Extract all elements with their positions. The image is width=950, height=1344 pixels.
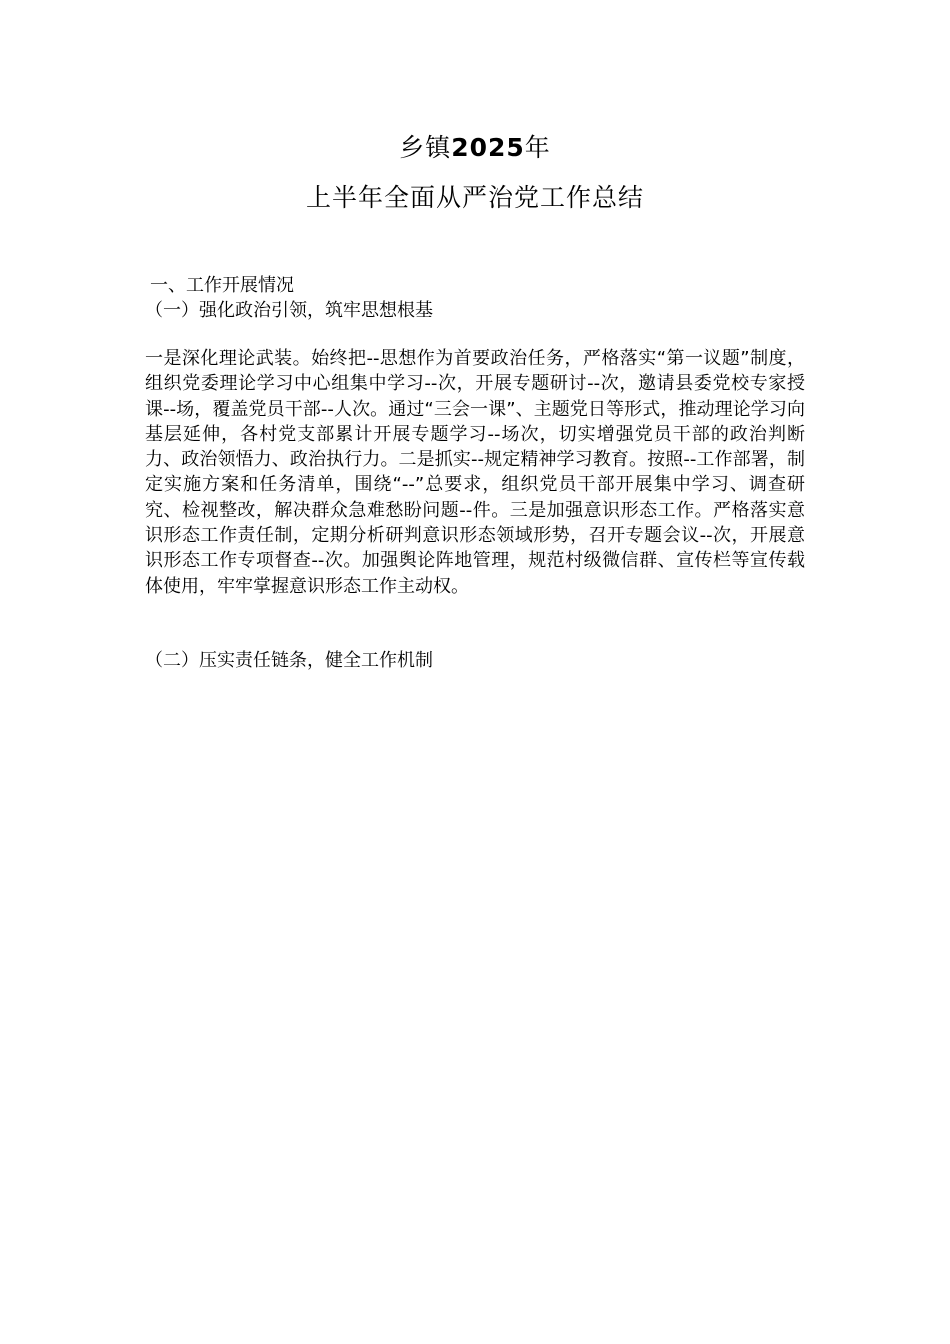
document-title-line1 (0, 130, 950, 166)
section-heading: 一、工作开展情况 (150, 275, 294, 296)
body-paragraph: 一是深化理论武装。始终把--思想作为首要政治任务，严格落实“第一议题”制度，组织党委理论学习中心组集中学习--次，开展专题研讨--次，邀请县委党校专家授课--场，覆盖党员干部--人次。通过“三会一课”、主题党日等形式，推动理论学习向基层延伸，各村党支部累计开展专题学习--场次，切实增强党员干部的政治判断力、政治领悟力、政治执行力。二是抓实--规定精神学习教育。按照--工作部署，制定实施方案和任务清单，围绕“--”总要求，组织党员干部开展集中学习、调查研究、检视整改，解决群众急难愁盼问题--件。三是加强意识形态工作。严格落实意识形态工作责任制，定期分析研判意识形态领域形势，召开专题会议--次，开展意识形态工作专项督查--次。加强舆论阵地管理，规范村级微信群、宣传栏等宣传载体使用，牢牢掌握意识形态工作主动权。 (145, 348, 805, 597)
title-suffix: 年 (524, 133, 551, 162)
subsection-heading-1: （一）强化政治引领，筑牢思想根基 (145, 300, 433, 321)
title-prefix: 乡镇 (399, 133, 452, 162)
title-year: 2025 (451, 133, 525, 162)
document-title-line2: 上半年全面从严治党工作总结 (305, 183, 644, 212)
subsection-heading-2: （二）压实责任链条，健全工作机制 (145, 650, 433, 671)
